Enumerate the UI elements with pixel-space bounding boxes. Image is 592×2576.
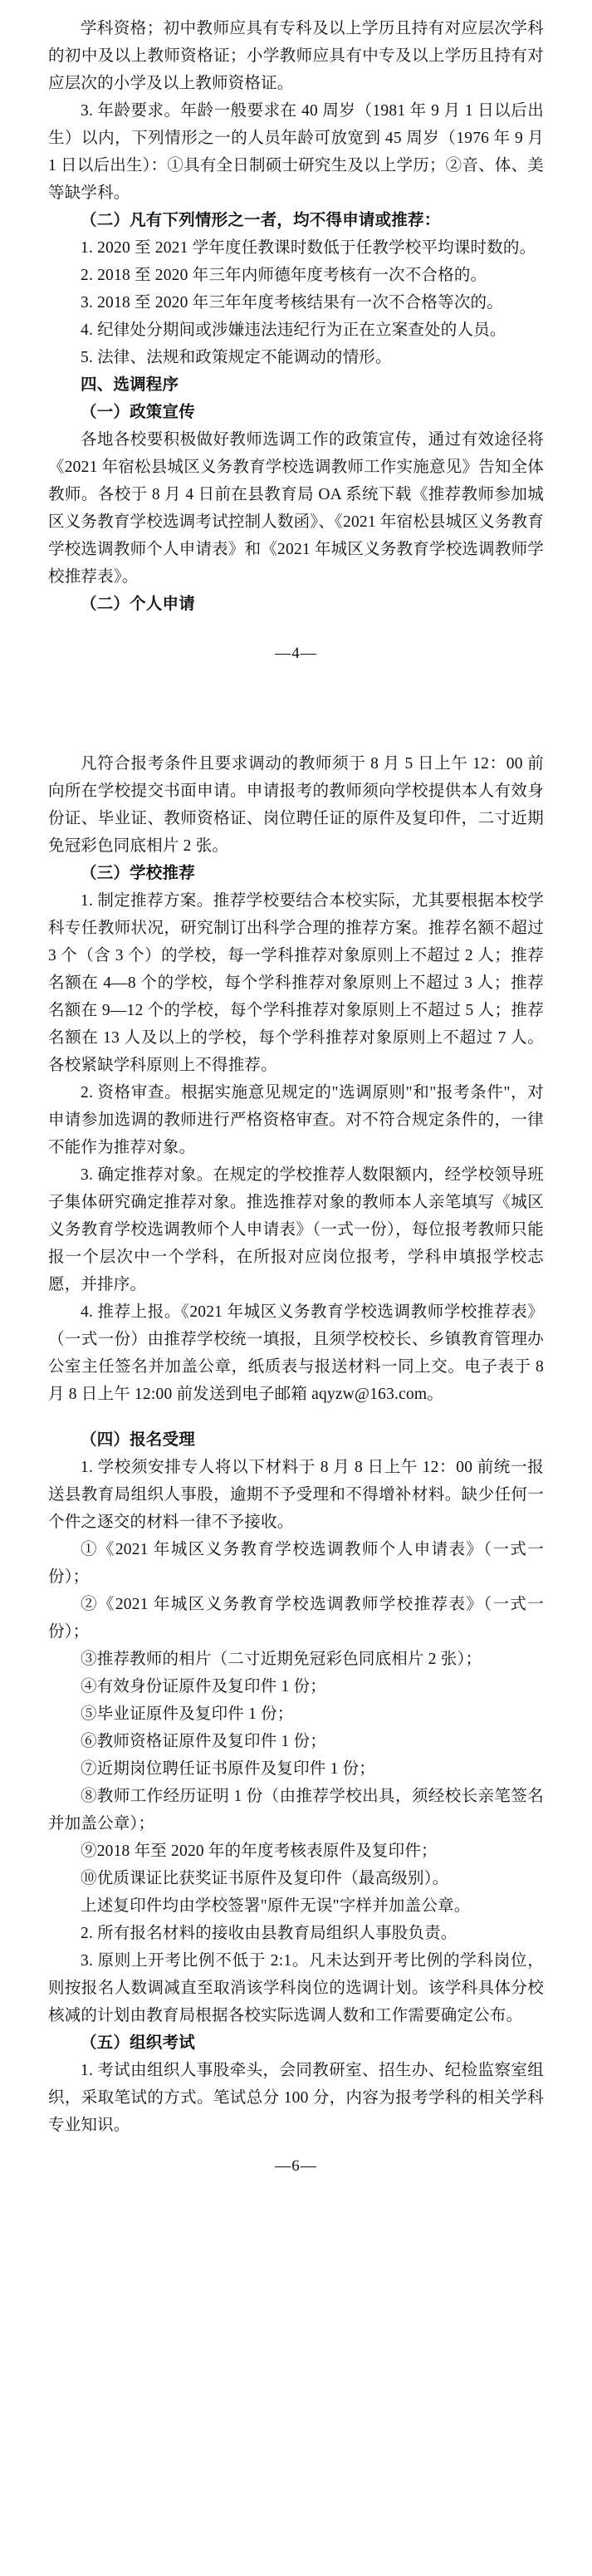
subsection-heading-school-recommendation: （三）学校推荐 (81, 865, 195, 882)
document-page-6 (0, 725, 592, 2187)
material-item-4: ④有效身份证原件及复印件 1 份； (81, 1678, 326, 1695)
registration-item-3: 3. 原则上开考比例不低于 2:1。凡未达到开考比例的学科岗位，则按报名人数调减直至取消该学科岗位的选调计划。该学科具体分校核减的计划由教育局根据各校实际选调人数和工作需要确定公布。 (48, 1952, 544, 2024)
exclusion-item-2: 2. 2018 至 2020 年三年内师德年度考核有一次不合格的。 (81, 267, 487, 284)
recommendation-item-4: 4. 推荐上报。《2021 年城区义务教育学校选调教师学校推荐表》（一式一份）由推荐学校统一填报，且须学校校长、乡镇教育管理办公室主任签名并加盖公章，纸质表与报送材料一同上交。电子表于 8 月 8 日上午 12:00 前发送到电子邮箱 aqyzw@163.com。 (48, 1303, 544, 1403)
exclusion-item-4: 4. 纪律处分期间或涉嫌违法违纪行为正在立案查处的人员。 (81, 321, 506, 339)
material-item-2: ②《2021 年城区义务教育学校选调教师学校推荐表》（一式一份）； (48, 1596, 544, 1641)
page-number-4: —4— (275, 645, 317, 662)
material-item-6: ⑥教师资格证原件及复印件 1 份； (81, 1733, 326, 1750)
material-item-3: ③推荐教师的相片（二寸近期免冠彩色同底相片 2 张）； (81, 1651, 482, 1668)
paragraph-policy-publicity: 各地各校要积极做好教师选调工作的政策宣传，通过有效途径将《2021 年宿松县城区义务教育学校选调教师工作实施意见》告知全体教师。各校于 8 月 4 日前在县教育局 OA 系统下载《推荐教师参加城区义务教育学校选调考试控制人数函》、《2021 年宿松县城区义务教育学校选调教师个人申请表》和《2021 年城区义务教育学校选调教师学校推荐表》。 (48, 431, 544, 586)
registration-item-2: 2. 所有报名材料的接收由县教育局组织人事股负责。 (81, 1925, 457, 1942)
subsection-heading-examination: （五）组织考试 (81, 2034, 195, 2052)
page-number-6: —6— (275, 2157, 317, 2175)
exclusion-item-5: 5. 法律、法规和政策规定不能调动的情形。 (81, 349, 392, 366)
material-item-8: ⑧教师工作经历证明 1 份（由推荐学校出具，须经校长亲笔签名并加盖公章）； (48, 1788, 544, 1833)
registration-item-1: 1. 学校须安排专人将以下材料于 8 月 8 日上午 12：00 前统一报送县教育局组织人事股，逾期不予受理和不得增补材料。缺少任何一个件之逐交的材料一律不予接收。 (48, 1459, 544, 1531)
material-item-1: ①《2021 年城区义务教育学校选调教师个人申请表》（一式一份）； (48, 1541, 544, 1586)
material-item-9: ⑨2018 年至 2020 年的年度考核表原件及复印件； (81, 1842, 438, 1860)
subsection-heading-policy-publicity: （一）政策宣传 (81, 404, 195, 421)
examination-item-1: 1. 考试由组织人事股牵头，会同教研室、招生办、纪检监察室组织，采取笔试的方式。笔试总分 100 分，内容为报考学科的相关学科专业知识。 (48, 2062, 544, 2134)
material-item-10: ⑩优质课证比获奖证书原件及复印件（最高级别）。 (81, 1870, 449, 1887)
exclusion-item-1: 1. 2020 至 2021 学年度任教课时数低于任教学校平均课时数的。 (81, 239, 536, 257)
paragraph-application-deadline: 凡符合报考条件且要求调动的教师须于 8 月 5 日上午 12：00 前向所在学校提交书面申请。申请报考的教师须向学校提供本人有效身份证、毕业证、教师资格证、岗位聘任证的原件及复印件，二寸近期免冠彩色同底相片 2 张。 (48, 755, 544, 855)
paragraph-age-requirement: 3. 年龄要求。年龄一般要求在 40 周岁（1981 年 9 月 1 日以后出生）以内，下列情形之一的人员年龄可放宽到 45 周岁（1976 年 9 月 1 日以后出生）：①具有全日制硕士研究生及以上学历；②音、体、美等缺学科。 (48, 102, 544, 202)
document-page-4 (0, 0, 592, 675)
recommendation-item-2: 2. 资格审查。根据实施意见规定的"选调原则"和"报考条件"，对申请参加选调的教师进行严格资格审查。对不符合规定条件的，一律不能作为推荐对象。 (48, 1084, 544, 1156)
material-item-7: ⑦近期岗位聘任证书原件及复印件 1 份； (81, 1760, 376, 1778)
material-item-5: ⑤毕业证原件及复印件 1 份； (81, 1705, 294, 1723)
exclusion-item-3: 3. 2018 至 2020 年三年年度考核结果有一次不合格等次的。 (81, 294, 503, 312)
recommendation-item-1: 1. 制定推荐方案。推荐学校要结合本校实际，尤其要根据本校学科专任教师状况，研究制订出科学合理的推荐方案。推荐名额不超过 3 个（含 3 个）的学校，每一学科推荐对象原则上不超过 2 人；推荐名额在 4—8 个的学校，每个学科推荐对象原则上不超过 3 人；推荐名额在 9—12 个的学校，每个学科推荐对象原则上不超过 5 人；推荐名额在 13 人及以上的学校，每个学科推荐对象原则上不超过 7 人。各校紧缺学科原则上不得推荐。 (48, 892, 544, 1074)
page-break-spacer (0, 675, 592, 725)
paragraph-spacer (48, 1408, 544, 1426)
paragraph-qualification: 学科资格；初中教师应具有专科及以上学历且持有对应层次学科的初中及以上教师资格证；小学教师应具有中专及以上学历且持有对应层次的小学及以上教师资格证。 (48, 20, 544, 92)
section-heading-procedure: 四、选调程序 (81, 376, 179, 394)
recommendation-item-3: 3. 确定推荐对象。在规定的学校推荐人数限额内，经学校领导班子集体研究确定推荐对象。推选推荐对象的教师本人亲笔填写《城区义务教育学校选调教师个人申请表》（一式一份），每位报考教师只能报一个层次中一个学科，在所报对应岗位报考，学科申填报学校志愿，并排序。 (48, 1166, 544, 1293)
subsection-heading-registration: （四）报名受理 (81, 1431, 195, 1449)
subsection-heading-personal-application: （二）个人申请 (81, 596, 195, 613)
subsection-heading-exclusions: （二）凡有下列情形之一者，均不得申请或推荐： (81, 212, 441, 229)
material-item-note: 上述复印件均由学校签署"原件无误"字样并加盖公章。 (81, 1897, 471, 1915)
